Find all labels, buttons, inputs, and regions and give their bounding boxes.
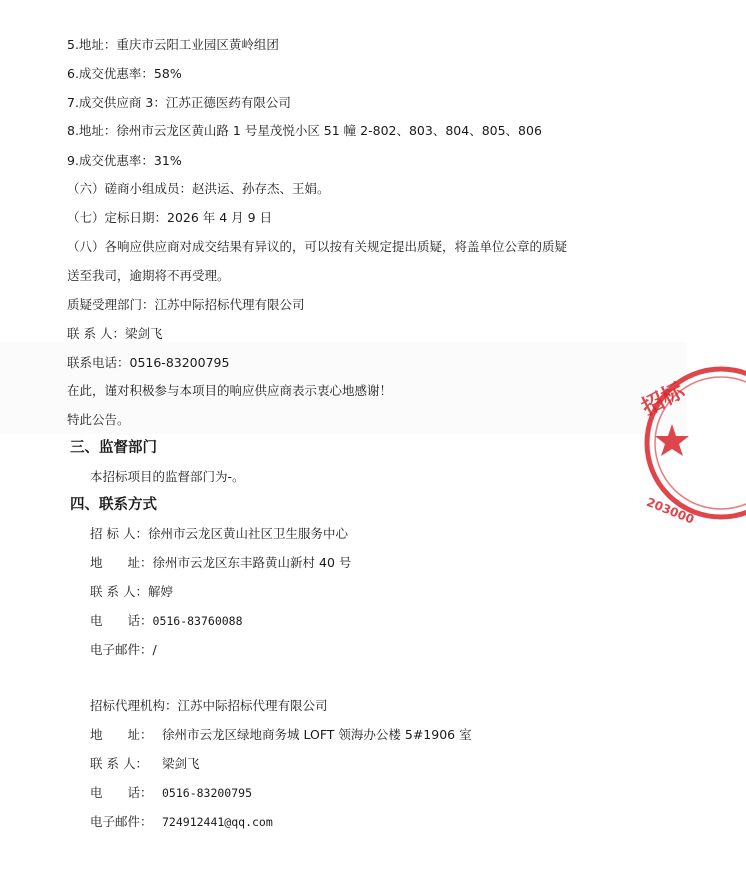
agency-contact-label: 联 系 人： xyxy=(90,756,148,771)
tenderer-phone: 0516-83760088 xyxy=(152,614,243,628)
agency-phone-row xyxy=(90,784,252,802)
line-objection: （八）各响应供应商对成交结果有异议的，可以按有关规定提出质疑，将盖单位公章的质疑 xyxy=(67,239,568,254)
line-address-8: 8.地址：徐州市云龙区黄山路 1 号星茂悦小区 51 幢 2-802、803、804、805、806 xyxy=(67,123,542,138)
section3-title: 三、监督部门 xyxy=(70,440,157,456)
company-seal xyxy=(636,358,746,528)
agency-address-label: 地 址： xyxy=(90,727,153,742)
agency-name-label: 招标代理机构： xyxy=(90,698,178,713)
tenderer-email-row xyxy=(90,641,157,659)
agency-name: 江苏中际招标代理有限公司 xyxy=(177,698,328,713)
line-thanks: 在此，谨对积极参与本项目的响应供应商表示衷心地感谢！ xyxy=(67,383,393,398)
agency-contact-row xyxy=(90,755,200,773)
line-objection-cont: 送至我司，逾期将不再受理。 xyxy=(67,268,230,283)
section4-title: 四、联系方式 xyxy=(70,497,157,513)
line-discount-9: 9.成交优惠率：31% xyxy=(67,153,182,168)
line-address-5: 5.地址：重庆市云阳工业园区黄岭组团 xyxy=(67,37,279,52)
line-supplier-7: 7.成交供应商 3：江苏正德医药有限公司 xyxy=(67,95,291,110)
line-award-date: （七）定标日期：2026 年 4 月 9 日 xyxy=(67,210,273,225)
agency-email-row xyxy=(90,813,273,831)
agency-phone: 0516-83200795 xyxy=(162,786,253,800)
line-discount-6: 6.成交优惠率：58% xyxy=(67,66,182,81)
line-announcement: 特此公告。 xyxy=(67,412,130,427)
seal-star-icon xyxy=(655,424,689,456)
agency-address: 徐州市云龙区绿地商务城 LOFT 领海办公楼 5#1906 室 xyxy=(162,727,472,742)
tenderer-name-row xyxy=(90,525,348,543)
tenderer-contact-label: 联 系 人： xyxy=(90,584,148,599)
tenderer-contact: 解婷 xyxy=(147,584,173,599)
agency-phone-label: 电 话： xyxy=(90,785,153,800)
tenderer-name-label: 招 标 人： xyxy=(90,526,148,541)
agency-email-label: 电子邮件： xyxy=(90,814,153,829)
tenderer-phone-label: 电 话： xyxy=(90,613,153,628)
tenderer-contact-row xyxy=(90,583,173,601)
agency-contact: 梁剑飞 xyxy=(162,756,200,771)
line-objection-dept: 质疑受理部门：江苏中际招标代理有限公司 xyxy=(67,297,305,312)
line-contact-person: 联 系 人：梁剑飞 xyxy=(67,326,163,341)
seal-text-bottom: 203000 xyxy=(644,494,697,527)
line-contact-phone: 联系电话：0516-83200795 xyxy=(67,355,230,370)
agency-email: 724912441@qq.com xyxy=(162,815,273,829)
tenderer-phone-row xyxy=(90,612,243,630)
tenderer-address: 徐州市云龙区东丰路黄山新村 40 号 xyxy=(152,555,352,570)
tenderer-address-label: 地 址： xyxy=(90,555,153,570)
tenderer-email-label: 电子邮件： xyxy=(90,642,153,657)
tenderer-email: / xyxy=(152,642,157,657)
line-panel-members: （六）磋商小组成员：赵洪运、孙存杰、王娟。 xyxy=(67,181,330,196)
seal-text-top: 招标 xyxy=(638,378,689,422)
tenderer-name: 徐州市云龙区黄山社区卫生服务中心 xyxy=(147,526,348,541)
agency-name-row xyxy=(90,697,328,715)
agency-address-row xyxy=(90,726,472,744)
section3-body: 本招标项目的监督部门为-。 xyxy=(90,469,245,484)
tenderer-address-row xyxy=(90,554,351,572)
